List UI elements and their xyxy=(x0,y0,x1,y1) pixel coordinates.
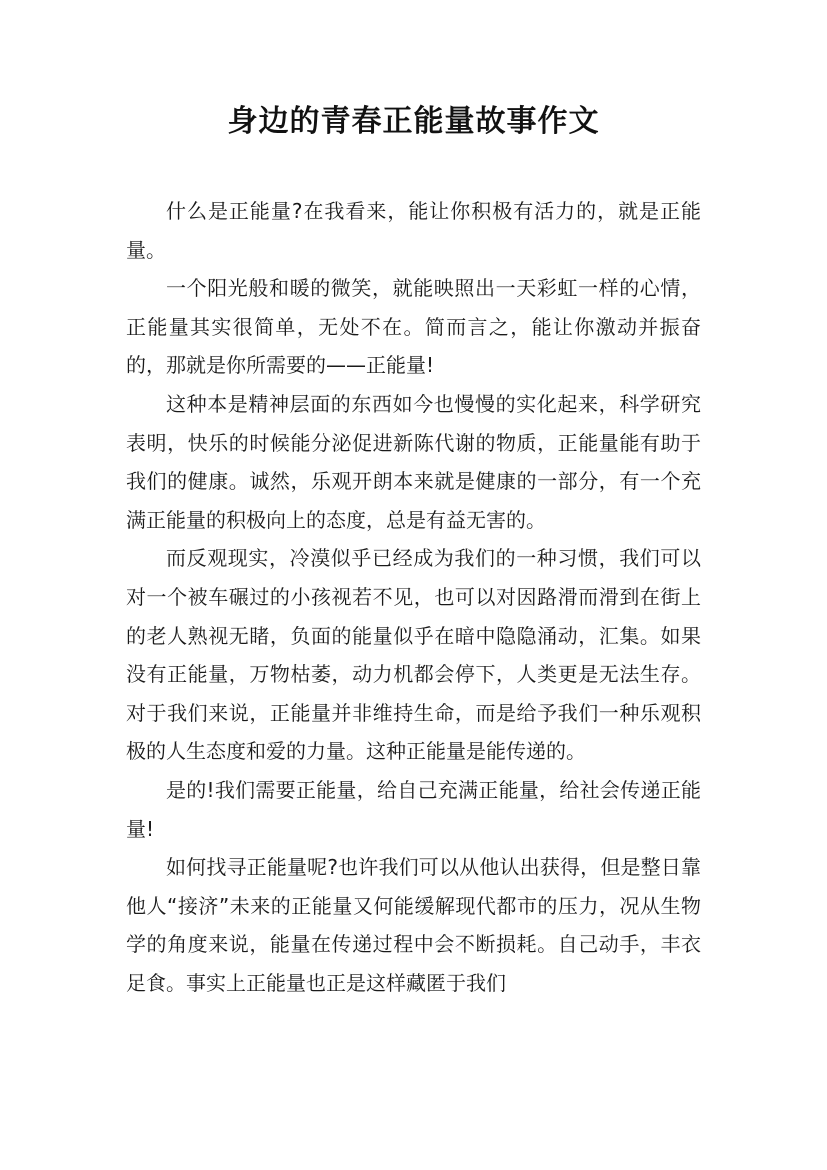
document-body xyxy=(126,192,701,1002)
paragraph: 如何找寻正能量呢?也许我们可以从他认出获得，但是整日靠他人“接济”未来的正能量又何能缓解现代都市的压力，况从生物学的角度来说，能量在传递过程中会不断损耗。自己动手，丰衣足食。事实上正能量也正是这样藏匿于我们 xyxy=(126,855,701,995)
paragraph: 什么是正能量?在我看来，能让你积极有活力的，就是正能量。 xyxy=(126,199,701,262)
paragraph: 这种本是精神层面的东西如今也慢慢的实化起来，科学研究表明，快乐的时候能分泌促进新陈代谢的物质，正能量能有助于我们的健康。诚然，乐观开朗本来就是健康的一部分，有一个充满正能量的积极向上的态度，总是有益无害的。 xyxy=(126,391,701,532)
document-title: 身边的青春正能量故事作文 xyxy=(227,104,600,139)
paragraph: 而反观现实，冷漠似乎已经成为我们的一种习惯，我们可以对一个被车碾过的小孩视若不见，也可以对因路滑而滑到在街上的老人熟视无睹，负面的能量似乎在暗中隐隐涌动，汇集。如果没有正能量，万物枯萎，动力机都会停下，人类更是无法生存。对于我们来说，正能量并非维持生命，而是给予我们一种乐观积极的人生态度和爱的力量。这种正能量是能传递的。 xyxy=(126,546,701,764)
paragraph: 是的!我们需要正能量，给自己充满正能量，给社会传递正能量! xyxy=(126,777,701,841)
paragraph: 一个阳光般和暖的微笑，就能映照出一天彩虹一样的心情，正能量其实很简单，无处不在。简而言之，能让你激动并振奋的，那就是你所需要的——正能量! xyxy=(126,276,701,378)
